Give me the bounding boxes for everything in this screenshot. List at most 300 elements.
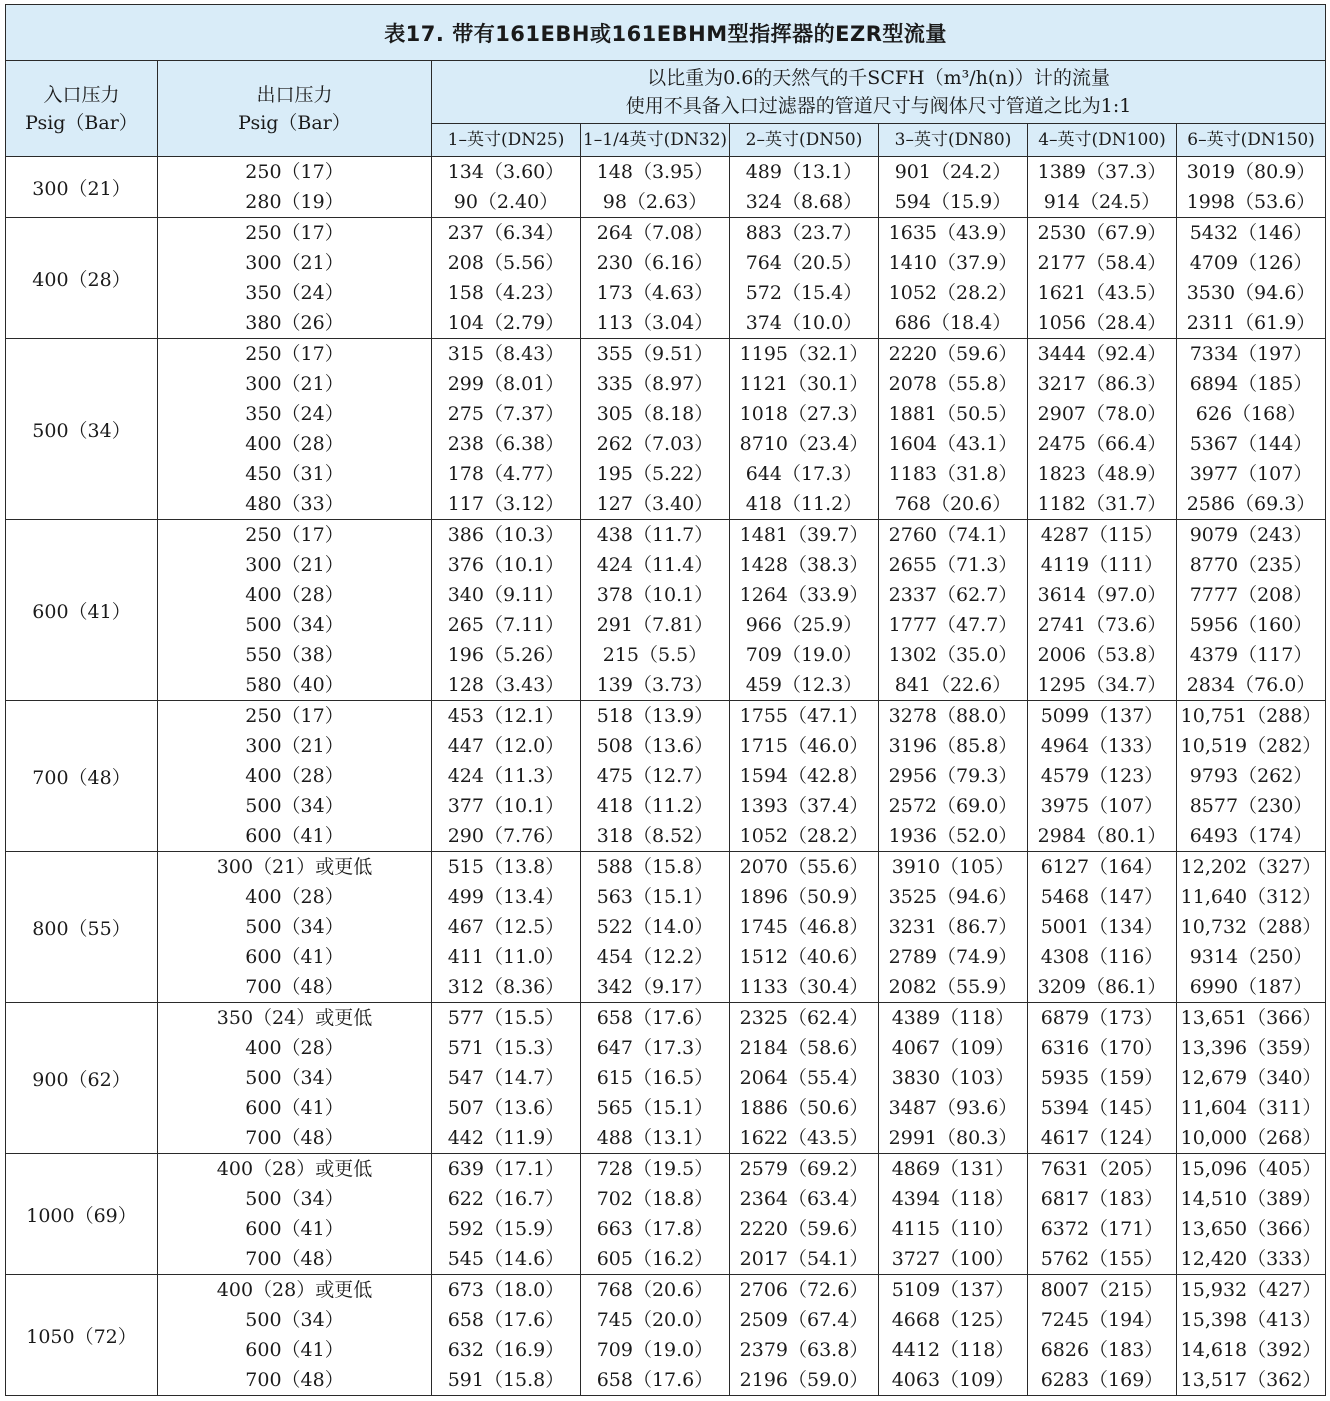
flow-value: 10,000（268）: [1180, 1127, 1322, 1149]
flow-value: 658（17.6）: [447, 1309, 565, 1331]
outlet-pressure-column-cell: [158, 1003, 432, 1154]
flow-value-column-cell: [879, 520, 1028, 701]
flow-value-column-cell: [432, 157, 581, 218]
flow-value: 4668（125）: [891, 1309, 1015, 1331]
flow-value-column-cell: [581, 852, 730, 1003]
outlet-pressure-value: 700（48）: [245, 976, 344, 998]
inlet-pressure-cell: 800（55）: [6, 852, 158, 1003]
flow-value-column-cell: [432, 1275, 581, 1396]
flow-value: 475（12.7）: [596, 765, 714, 787]
flow-value-column-cell: [581, 157, 730, 218]
flow-value-column-cell: [432, 701, 581, 852]
flow-value-column-cell: [879, 852, 1028, 1003]
inlet-pressure-cell: 900（62）: [6, 1003, 158, 1154]
flow-value: 15,398（413）: [1180, 1309, 1322, 1331]
outlet-pressure-header: [158, 61, 432, 157]
flow-value: 15,096（405）: [1180, 1158, 1322, 1180]
flow-value: 2907（78.0）: [1037, 403, 1167, 425]
flow-value: 1302（35.0）: [888, 644, 1018, 666]
flow-value: 2991（80.3）: [888, 1127, 1018, 1149]
flow-value: 299（8.01）: [447, 373, 565, 395]
flow-value: 3019（80.9）: [1186, 161, 1316, 183]
flow-value: 768（20.6）: [894, 493, 1012, 515]
flow-value: 3727（100）: [891, 1248, 1015, 1270]
outlet-pressure-value: 400（28）: [245, 765, 344, 787]
flow-value-column-cell: [879, 1154, 1028, 1275]
flow-value: 158（4.23）: [447, 282, 565, 304]
flow-value: 4067（109）: [891, 1037, 1015, 1059]
size-header-dn100: 4–英寸(DN100): [1028, 124, 1177, 157]
flow-value: 4964（133）: [1040, 735, 1164, 757]
flow-value: 3975（107）: [1040, 795, 1164, 817]
flow-value: 8710（23.4）: [739, 433, 869, 455]
flow-value: 117（3.12）: [447, 493, 565, 515]
flow-value-column-cell: [879, 1275, 1028, 1396]
flow-value: 13,651（366）: [1180, 1007, 1322, 1029]
outlet-pressure-label: 出口压力: [256, 83, 333, 106]
flow-value-column-cell: [730, 1154, 879, 1275]
flow-value: 6990（187）: [1189, 976, 1313, 998]
flow-value: 2337（62.7）: [888, 584, 1018, 606]
flow-value: 1896（50.9）: [739, 886, 869, 908]
flow-value: 377（10.1）: [447, 795, 565, 817]
flow-value: 178（4.77）: [447, 463, 565, 485]
inlet-pressure-cell: 1000（69）: [6, 1154, 158, 1275]
flow-value-column-cell: [730, 1003, 879, 1154]
outlet-pressure-unit: Psig（Bar）: [238, 111, 351, 134]
flow-value: 9079（243）: [1189, 524, 1313, 546]
flow-value: 591（15.8）: [447, 1369, 565, 1391]
flow-value: 1182（31.7）: [1037, 493, 1167, 515]
outlet-pressure-value: 350（24）: [245, 403, 344, 425]
flow-value: 2741（73.6）: [1037, 614, 1167, 636]
flow-value: 8007（215）: [1040, 1279, 1164, 1301]
flow-value: 3278（88.0）: [888, 705, 1018, 727]
outlet-pressure-column-cell: [158, 157, 432, 218]
flow-value: 901（24.2）: [894, 161, 1012, 183]
flow-value: 518（13.9）: [596, 705, 714, 727]
flow-value: 545（14.6）: [447, 1248, 565, 1270]
outlet-pressure-value: 400（28）或更低: [216, 1279, 373, 1301]
flow-value: 1622（43.5）: [739, 1127, 869, 1149]
flow-value: 4287（115）: [1040, 524, 1164, 546]
outlet-pressure-value: 700（48）: [245, 1127, 344, 1149]
flow-value: 588（15.8）: [596, 856, 714, 878]
flow-value-column-cell: [730, 701, 879, 852]
flow-value: 644（17.3）: [745, 463, 863, 485]
size-header-dn150: 6–英寸(DN150): [1177, 124, 1326, 157]
flow-value-column-cell: [432, 1154, 581, 1275]
flow-value: 7245（194）: [1040, 1309, 1164, 1331]
flow-value-column-cell: [432, 1003, 581, 1154]
flow-value: 1881（50.5）: [888, 403, 1018, 425]
flow-value: 315（8.43）: [447, 343, 565, 365]
flow-value: 764（20.5）: [745, 252, 863, 274]
flow-value-column-cell: [1028, 157, 1177, 218]
flow-value: 340（9.11）: [447, 584, 565, 606]
flow-value: 454（12.2）: [596, 946, 714, 968]
size-header-dn50: 2–英寸(DN50): [730, 124, 879, 157]
outlet-pressure-value: 600（41）: [245, 1339, 344, 1361]
flow-value: 663（17.8）: [596, 1218, 714, 1240]
flow-value: 312（8.36）: [447, 976, 565, 998]
flow-value-column-cell: [1028, 701, 1177, 852]
flow-value: 2789（74.9）: [888, 946, 1018, 968]
flow-value: 127（3.40）: [596, 493, 714, 515]
outlet-pressure-column-cell: [158, 852, 432, 1003]
flow-value-column-cell: [879, 1003, 1028, 1154]
flow-value: 305（8.18）: [596, 403, 714, 425]
flow-value-column-cell: [1177, 520, 1326, 701]
flow-value: 5956（160）: [1189, 614, 1313, 636]
flow-value-column-cell: [581, 520, 730, 701]
inlet-pressure-cell: 700（48）: [6, 701, 158, 852]
flow-value: 418（11.2）: [596, 795, 714, 817]
flow-value: 3196（85.8）: [888, 735, 1018, 757]
flow-value: 2064（55.4）: [739, 1067, 869, 1089]
flow-value: 658（17.6）: [596, 1369, 714, 1391]
flow-value-column-cell: [879, 339, 1028, 520]
flow-value: 515（13.8）: [447, 856, 565, 878]
flow-value: 3910（105）: [891, 856, 1015, 878]
outlet-pressure-column-cell: [158, 1275, 432, 1396]
flow-value-column-cell: [730, 157, 879, 218]
flow-value: 265（7.11）: [447, 614, 565, 636]
flow-value: 5394（145）: [1040, 1097, 1164, 1119]
flow-value: 1594（42.8）: [739, 765, 869, 787]
flow-value-column-cell: [581, 1154, 730, 1275]
flow-value: 215（5.5）: [602, 644, 708, 666]
flow-value: 8770（235）: [1189, 554, 1313, 576]
flow-value: 2078（55.8）: [888, 373, 1018, 395]
flow-value: 914（24.5）: [1043, 191, 1161, 213]
flow-value: 5762（155）: [1040, 1248, 1164, 1270]
flow-value: 5935（159）: [1040, 1067, 1164, 1089]
flow-value: 632（16.9）: [447, 1339, 565, 1361]
outlet-pressure-value: 500（34）: [245, 795, 344, 817]
size-header-dn80: 3–英寸(DN80): [879, 124, 1028, 157]
inlet-pressure-label: 入口压力: [43, 83, 120, 106]
flow-value: 563（15.1）: [596, 886, 714, 908]
flow-value: 1998（53.6）: [1186, 191, 1316, 213]
outlet-pressure-column-cell: [158, 520, 432, 701]
flow-value: 2586（69.3）: [1186, 493, 1316, 515]
flow-value: 12,202（327）: [1180, 856, 1322, 878]
flow-value: 411（11.0）: [447, 946, 565, 968]
flow-value: 841（22.6）: [894, 674, 1012, 696]
flow-value: 5099（137）: [1040, 705, 1164, 727]
flow-value: 5468（147）: [1040, 886, 1164, 908]
flow-value: 4389（118）: [891, 1007, 1015, 1029]
flow-value: 195（5.22）: [596, 463, 714, 485]
outlet-pressure-value: 300（21）: [245, 252, 344, 274]
inlet-pressure-cell: 300（21）: [6, 157, 158, 218]
flow-value: 3231（86.7）: [888, 916, 1018, 938]
flow-value: 2184（58.6）: [739, 1037, 869, 1059]
flow-value: 324（8.68）: [745, 191, 863, 213]
flow-value: 139（3.73）: [596, 674, 714, 696]
flow-value: 459（12.3）: [745, 674, 863, 696]
flow-value: 2530（67.9）: [1037, 222, 1167, 244]
outlet-pressure-value: 400（28）: [245, 584, 344, 606]
flow-value: 673（18.0）: [447, 1279, 565, 1301]
flow-value-column-cell: [1177, 157, 1326, 218]
flow-value-column-cell: [879, 701, 1028, 852]
flow-value: 113（3.04）: [596, 312, 714, 334]
table-row-group: [6, 520, 1326, 701]
flow-value: 290（7.76）: [447, 825, 565, 847]
flow-value-column-cell: [1177, 1154, 1326, 1275]
flow-value: 1745（46.8）: [739, 916, 869, 938]
outlet-pressure-value: 450（31）: [245, 463, 344, 485]
flow-value: 1264（33.9）: [739, 584, 869, 606]
flow-value: 522（14.0）: [596, 916, 714, 938]
flow-value: 1018（27.3）: [739, 403, 869, 425]
flow-value: 7777（208）: [1189, 584, 1313, 606]
flow-value: 12,679（340）: [1180, 1067, 1322, 1089]
table-row-group: [6, 1275, 1326, 1396]
flow-value: 4869（131）: [891, 1158, 1015, 1180]
flow-value: 2475（66.4）: [1037, 433, 1167, 455]
flow-value: 1635（43.9）: [888, 222, 1018, 244]
outlet-pressure-column-cell: [158, 339, 432, 520]
outlet-pressure-value: 380（26）: [245, 312, 344, 334]
outlet-pressure-value: 550（38）: [245, 644, 344, 666]
outlet-pressure-value: 280（19）: [245, 191, 344, 213]
flow-value: 438（11.7）: [596, 524, 714, 546]
flow-value: 4709（126）: [1189, 252, 1313, 274]
outlet-pressure-value: 500（34）: [245, 1067, 344, 1089]
outlet-pressure-value: 500（34）: [245, 1188, 344, 1210]
outlet-pressure-value: 250（17）: [245, 161, 344, 183]
flow-value: 4119（111）: [1040, 554, 1164, 576]
flow-value: 883（23.7）: [745, 222, 863, 244]
flow-value: 173（4.63）: [596, 282, 714, 304]
flow-value: 622（16.7）: [447, 1188, 565, 1210]
flow-value: 6879（173）: [1040, 1007, 1164, 1029]
flow-value: 1512（40.6）: [739, 946, 869, 968]
flow-value: 6894（185）: [1189, 373, 1313, 395]
flow-value-column-cell: [879, 157, 1028, 218]
flow-value-column-cell: [1177, 852, 1326, 1003]
outlet-pressure-value: 250（17）: [245, 222, 344, 244]
flow-value: 424（11.4）: [596, 554, 714, 576]
flow-value-column-cell: [581, 339, 730, 520]
flow-value: 647（17.3）: [596, 1037, 714, 1059]
outlet-pressure-value: 500（34）: [245, 916, 344, 938]
outlet-pressure-value: 350（24）或更低: [216, 1007, 373, 1029]
flow-value: 291（7.81）: [596, 614, 714, 636]
flow-value: 3530（94.6）: [1186, 282, 1316, 304]
flow-value: 3830（103）: [891, 1067, 1015, 1089]
flow-value: 686（18.4）: [894, 312, 1012, 334]
flow-value: 1052（28.2）: [739, 825, 869, 847]
table-row-group: [6, 1154, 1326, 1275]
flow-value: 728（19.5）: [596, 1158, 714, 1180]
flow-value-column-cell: [1028, 520, 1177, 701]
flow-value: 5001（134）: [1040, 916, 1164, 938]
flow-value: 565（15.1）: [596, 1097, 714, 1119]
flow-value: 2579（69.2）: [739, 1158, 869, 1180]
flow-value: 768（20.6）: [596, 1279, 714, 1301]
outlet-pressure-column-cell: [158, 218, 432, 339]
outlet-pressure-value: 700（48）: [245, 1369, 344, 1391]
outlet-pressure-value: 500（34）: [245, 1309, 344, 1331]
flow-value: 3614（97.0）: [1037, 584, 1167, 606]
flow-value: 2984（80.1）: [1037, 825, 1167, 847]
flow-value: 376（10.1）: [447, 554, 565, 576]
flow-value: 4379（117）: [1189, 644, 1313, 666]
flow-value-column-cell: [879, 218, 1028, 339]
flow-value: 335（8.97）: [596, 373, 714, 395]
flow-value-column-cell: [730, 339, 879, 520]
outlet-pressure-value: 300（21）或更低: [216, 856, 373, 878]
flow-value: 386（10.3）: [447, 524, 565, 546]
table-row-group: [6, 1003, 1326, 1154]
flow-value: 4394（118）: [891, 1188, 1015, 1210]
outlet-pressure-value: 600（41）: [245, 825, 344, 847]
flow-value-column-cell: [432, 520, 581, 701]
flow-value: 2196（59.0）: [739, 1369, 869, 1391]
flow-value: 6283（169）: [1040, 1369, 1164, 1391]
flow-value: 6817（183）: [1040, 1188, 1164, 1210]
table-row-group: [6, 157, 1326, 218]
flow-value-column-cell: [1177, 1003, 1326, 1154]
flow-value: 374（10.0）: [745, 312, 863, 334]
flow-value: 1604（43.1）: [888, 433, 1018, 455]
flow-value: 9793（262）: [1189, 765, 1313, 787]
flow-value: 4617（124）: [1040, 1127, 1164, 1149]
flow-value: 6316（170）: [1040, 1037, 1164, 1059]
flow-value: 104（2.79）: [447, 312, 565, 334]
flow-value: 2082（55.9）: [888, 976, 1018, 998]
flow-header: [432, 61, 1326, 124]
flow-value: 3525（94.6）: [888, 886, 1018, 908]
outlet-pressure-value: 250（17）: [245, 343, 344, 365]
flow-value: 11,604（311）: [1180, 1097, 1322, 1119]
flow-value: 1393（37.4）: [739, 795, 869, 817]
flow-value: 237（6.34）: [447, 222, 565, 244]
flow-value: 1823（48.9）: [1037, 463, 1167, 485]
size-header-dn25: 1–英寸(DN25): [432, 124, 581, 157]
flow-value-column-cell: [730, 520, 879, 701]
flow-value: 1755（47.1）: [739, 705, 869, 727]
flow-value: 128（3.43）: [447, 674, 565, 696]
flow-value: 605（16.2）: [596, 1248, 714, 1270]
flow-value: 2956（79.3）: [888, 765, 1018, 787]
flow-value: 1183（31.8）: [888, 463, 1018, 485]
flow-value: 424（11.3）: [447, 765, 565, 787]
flow-value: 378（10.1）: [596, 584, 714, 606]
flow-value: 2177（58.4）: [1037, 252, 1167, 274]
flow-value-column-cell: [581, 701, 730, 852]
flow-value-column-cell: [581, 1275, 730, 1396]
outlet-pressure-value: 400（28）: [245, 1037, 344, 1059]
flow-value: 1621（43.5）: [1037, 282, 1167, 304]
flow-value: 11,640（312）: [1180, 886, 1322, 908]
flow-value: 2364（63.4）: [739, 1188, 869, 1210]
flow-value-column-cell: [432, 218, 581, 339]
flow-value-column-cell: [1028, 1154, 1177, 1275]
outlet-pressure-column-cell: [158, 701, 432, 852]
flow-value: 7334（197）: [1189, 343, 1313, 365]
flow-value: 1056（28.4）: [1037, 312, 1167, 334]
flow-value: 1777（47.7）: [888, 614, 1018, 636]
flow-value-column-cell: [581, 1003, 730, 1154]
flow-value: 592（15.9）: [447, 1218, 565, 1240]
flow-value: 13,650（366）: [1180, 1218, 1322, 1240]
flow-value-column-cell: [1028, 1003, 1177, 1154]
flow-value: 1715（46.0）: [739, 735, 869, 757]
inlet-pressure-unit: Psig（Bar）: [25, 111, 138, 134]
flow-value: 2655（71.3）: [888, 554, 1018, 576]
table-row-group: [6, 339, 1326, 520]
flow-value-column-cell: [1028, 218, 1177, 339]
flow-value: 594（15.9）: [894, 191, 1012, 213]
flow-value: 262（7.03）: [596, 433, 714, 455]
flow-value: 453（12.1）: [447, 705, 565, 727]
inlet-pressure-cell: 500（34）: [6, 339, 158, 520]
flow-value-column-cell: [1028, 1275, 1177, 1396]
table-body: [6, 157, 1326, 1396]
flow-value: 5432（146）: [1189, 222, 1313, 244]
flow-value-column-cell: [730, 218, 879, 339]
outlet-pressure-value: 600（41）: [245, 946, 344, 968]
flow-value: 2311（61.9）: [1186, 312, 1316, 334]
flow-value-column-cell: [432, 852, 581, 1003]
flow-value: 572（15.4）: [745, 282, 863, 304]
flow-value: 626（168）: [1195, 403, 1307, 425]
flow-value: 6372（171）: [1040, 1218, 1164, 1240]
flow-value: 442（11.9）: [447, 1127, 565, 1149]
flow-value: 5367（144）: [1189, 433, 1313, 455]
flow-value: 3977（107）: [1189, 463, 1313, 485]
flow-value: 6493（174）: [1189, 825, 1313, 847]
flow-value: 709（19.0）: [745, 644, 863, 666]
flow-value: 2220（59.6）: [739, 1218, 869, 1240]
flow-value-column-cell: [730, 1275, 879, 1396]
flow-value: 14,618（392）: [1180, 1339, 1322, 1361]
flow-value: 4063（109）: [891, 1369, 1015, 1391]
flow-value: 467（12.5）: [447, 916, 565, 938]
flow-value: 15,932（427）: [1180, 1279, 1322, 1301]
flow-header-line1: 以比重为0.6的天然气的千SCFH（m³/h(n)）计的流量: [647, 67, 1110, 89]
flow-value: 1410（37.9）: [888, 252, 1018, 274]
flow-value-column-cell: [1177, 1275, 1326, 1396]
flow-value: 2706（72.6）: [739, 1279, 869, 1301]
table-row-group: [6, 218, 1326, 339]
size-header-dn32: 1–1/4英寸(DN32): [581, 124, 730, 157]
flow-value: 5109（137）: [891, 1279, 1015, 1301]
flow-value: 8577（230）: [1189, 795, 1313, 817]
outlet-pressure-value: 400（28）或更低: [216, 1158, 373, 1180]
flow-value: 12,420（333）: [1180, 1248, 1322, 1270]
flow-table-container: [5, 4, 1325, 1396]
flow-value-column-cell: [1177, 218, 1326, 339]
flow-value: 1052（28.2）: [888, 282, 1018, 304]
flow-value-column-cell: [1177, 339, 1326, 520]
flow-value: 3487（93.6）: [888, 1097, 1018, 1119]
flow-value: 547（14.7）: [447, 1067, 565, 1089]
flow-value: 489（13.1）: [745, 161, 863, 183]
inlet-pressure-header: [6, 61, 158, 157]
flow-value-column-cell: [1028, 339, 1177, 520]
outlet-pressure-value: 600（41）: [245, 1097, 344, 1119]
outlet-pressure-value: 580（40）: [245, 674, 344, 696]
flow-value: 2220（59.6）: [888, 343, 1018, 365]
outlet-pressure-column-cell: [158, 1154, 432, 1275]
flow-value: 264（7.08）: [596, 222, 714, 244]
